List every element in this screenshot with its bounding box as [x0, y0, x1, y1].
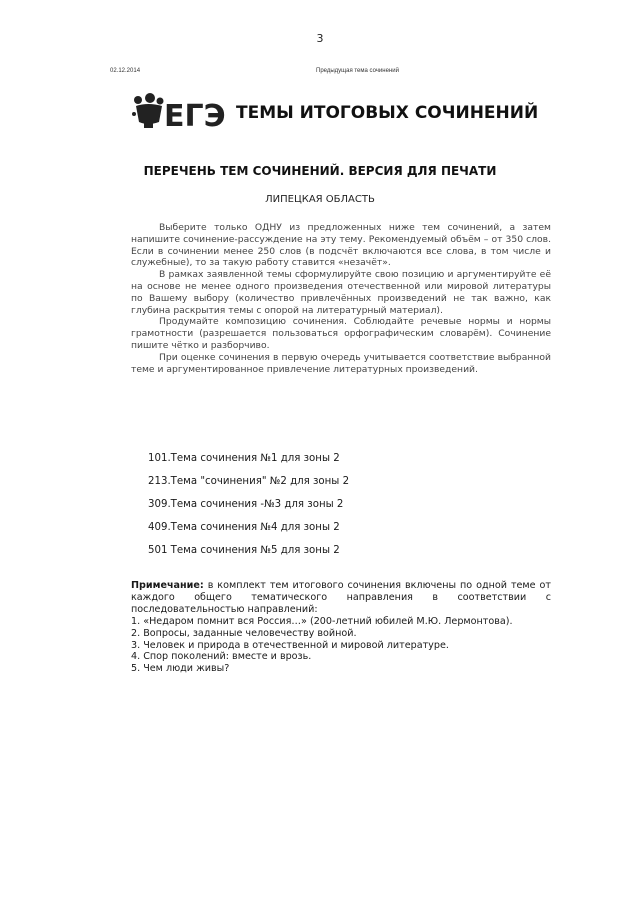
instruction-paragraph: В рамках заявленной темы сформулируйте свою позицию и аргументируйте её на основе не менее одного произведения отечественной или мировой литературы по Вашему выбору (количество привлечённых произведений не так важно, как глубина раскрытия темы с опорой на литературный материал).	[131, 269, 551, 316]
topic-item: 213.Тема "сочинения" №2 для зоны 2	[148, 476, 350, 487]
note-block	[131, 580, 551, 675]
note-intro	[131, 580, 551, 616]
instruction-paragraph: При оценке сочинения в первую очередь учитывается соответствие выбранной теме и аргументированное привлечение литературных произведений.	[131, 351, 551, 375]
direction-item: 4. Спор поколений: вместе и врозь.	[131, 651, 312, 663]
note-text: в комплект тем итогового сочинения включены по одной теме от каждого общего тематического направления в соответствии с последовательностью направлений:	[131, 580, 551, 615]
instruction-paragraph: Продумайте композицию сочинения. Соблюдайте речевые нормы и нормы грамотности (разрешается пользоваться орфографическим словарём). Сочинение пишите чётко и разборчиво.	[131, 316, 551, 351]
page-number: 3	[316, 32, 324, 45]
topic-item: 309.Тема сочинения -№3 для зоны 2	[148, 499, 344, 510]
region-name: ЛИПЕЦКАЯ ОБЛАСТЬ	[265, 194, 375, 205]
topic-item: 409.Тема сочинения №4 для зоны 2	[148, 522, 340, 533]
topic-list	[148, 452, 448, 567]
topic-item: 501 Тема сочинения №5 для зоны 2	[148, 545, 340, 556]
logo-row	[128, 92, 548, 132]
note-label: Примечание:	[131, 580, 204, 591]
print-date: 02.12.2014	[110, 68, 141, 74]
direction-item: 2. Вопросы, заданные человечеству войной.	[131, 627, 357, 639]
direction-list	[131, 616, 551, 676]
print-page-title: Предыдущая тема сочинений	[316, 68, 399, 74]
document-title: ПЕРЕЧЕНЬ ТЕМ СОЧИНЕНИЙ. ВЕРСИЯ ДЛЯ ПЕЧАТИ	[143, 164, 497, 178]
ege-logo	[128, 92, 232, 132]
topic-item: 101.Тема сочинения №1 для зоны 2	[148, 453, 340, 464]
instruction-paragraph: Выберите только ОДНУ из предложенных ниже тем сочинений, а затем напишите сочинение-рассуждение на эту тему. Рекомендуемый объём – от 350 слов. Если в сочинении менее 250 слов (в подсчёт включаются все слова, в том числе и служебные), то за такую работу ставится «незачёт».	[131, 222, 551, 269]
direction-item: 3. Человек и природа в отечественной и мировой литературе.	[131, 639, 449, 651]
direction-item: 1. «Недаром помнит вся Россия…» (200-летний юбилей М.Ю. Лермонтова).	[131, 615, 513, 627]
page-heading: ТЕМЫ ИТОГОВЫХ СОЧИНЕНИЙ	[236, 103, 539, 123]
print-header	[110, 68, 530, 80]
instructions-block	[131, 222, 551, 375]
ege-logo-text: ЕГЭ	[164, 99, 226, 132]
direction-item: 5. Чем люди живы?	[131, 663, 230, 675]
